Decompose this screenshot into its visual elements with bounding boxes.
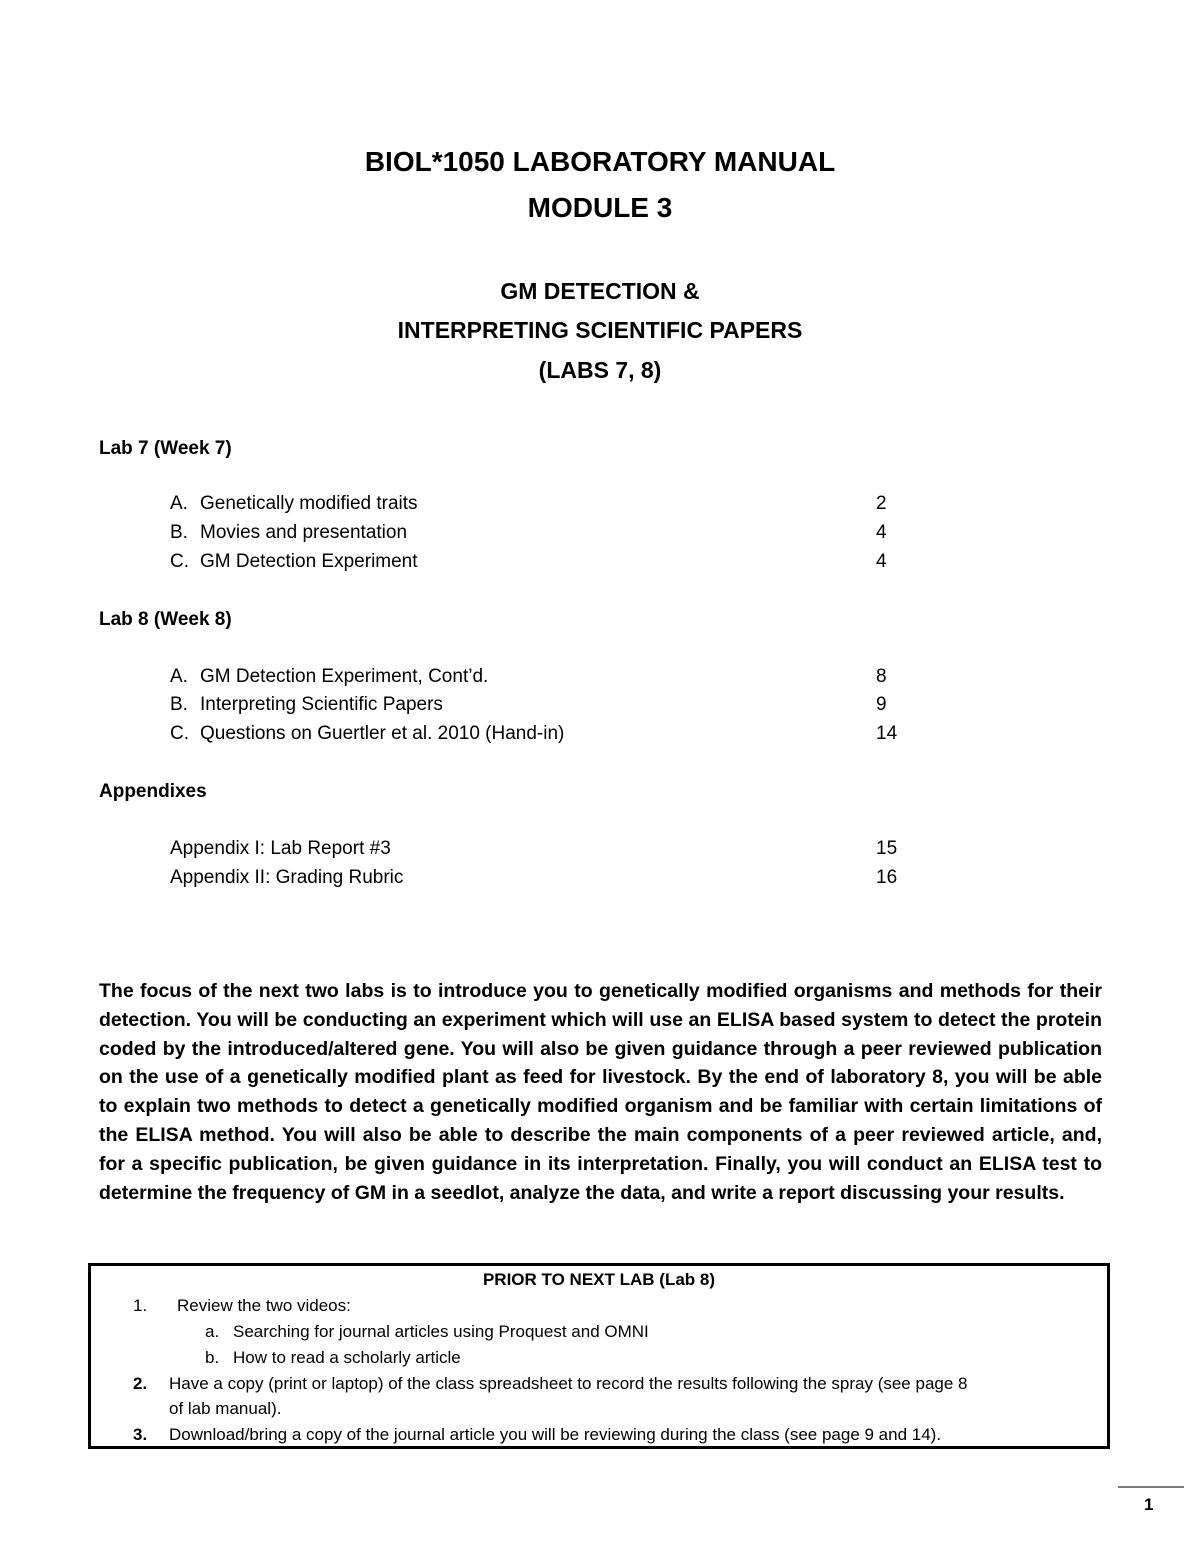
- toc-letter: C.: [170, 723, 189, 744]
- prior-to-next-lab-box: [88, 1263, 1110, 1449]
- box-item-number: 1.: [133, 1296, 148, 1315]
- box-item: [133, 1423, 941, 1447]
- toc-letter: B.: [170, 694, 188, 715]
- toc-label: Appendix I: Lab Report #3: [170, 838, 391, 859]
- box-subitem-text: How to read a scholarly article: [233, 1348, 461, 1367]
- toc-item: [170, 493, 910, 519]
- toc-label: Appendix II: Grading Rubric: [170, 867, 404, 888]
- toc-item: [170, 551, 910, 577]
- box-item-text: Download/bring a copy of the journal article you will be reviewing during the class (see page 9 and 14).: [169, 1425, 942, 1444]
- box-subitem: [205, 1346, 461, 1370]
- box-item: [133, 1372, 968, 1396]
- toc-label: Questions on Guertler et al. 2010 (Hand-in): [200, 723, 565, 744]
- box-item-number: 3.: [133, 1425, 148, 1444]
- lab8-heading: Lab 8 (Week 8): [99, 609, 232, 630]
- box-subitem: [205, 1320, 649, 1344]
- subtitle-line-3: (LABS 7, 8): [538, 357, 662, 383]
- toc-letter: C.: [170, 551, 189, 572]
- toc-label: Movies and presentation: [200, 522, 408, 543]
- appendixes-heading: Appendixes: [99, 781, 207, 802]
- box-title: PRIOR TO NEXT LAB (Lab 8): [482, 1270, 716, 1289]
- subtitle-line-2: INTERPRETING SCIENTIFIC PAPERS: [397, 317, 803, 343]
- box-item-continuation: of lab manual).: [169, 1399, 282, 1418]
- toc-label: Interpreting Scientific Papers: [200, 694, 443, 715]
- toc-label: GM Detection Experiment, Cont’d.: [200, 666, 489, 687]
- footer-rule: [1118, 1486, 1184, 1488]
- toc-page: 16: [876, 867, 898, 888]
- lab7-heading: Lab 7 (Week 7): [99, 438, 232, 459]
- toc-item: [170, 694, 910, 720]
- toc-page: 4: [876, 522, 887, 543]
- box-subitem-letter: a.: [205, 1322, 220, 1341]
- toc-page: 2: [876, 493, 887, 514]
- toc-label: Genetically modified traits: [200, 493, 418, 514]
- page-number: 1: [1144, 1495, 1154, 1514]
- toc-item: [170, 666, 910, 692]
- box-subitem-text: Searching for journal articles using Proquest and OMNI: [233, 1322, 649, 1341]
- box-item: [133, 1294, 351, 1318]
- toc-letter: A.: [170, 666, 188, 687]
- subtitle-line-1: GM DETECTION &: [500, 278, 700, 304]
- box-item-text: Have a copy (print or laptop) of the class spreadsheet to record the results following the spray (see page 8: [169, 1374, 968, 1393]
- toc-item: [170, 867, 910, 893]
- toc-item: [170, 522, 910, 548]
- toc-page: 9: [876, 694, 887, 715]
- toc-page: 14: [876, 723, 898, 744]
- box-subitem-letter: b.: [205, 1348, 220, 1367]
- toc-page: 8: [876, 666, 887, 687]
- toc-item: [170, 723, 910, 749]
- box-item-text: Review the two videos:: [177, 1296, 351, 1315]
- toc-page: 15: [876, 838, 898, 859]
- toc-item: [170, 838, 910, 864]
- toc-letter: B.: [170, 522, 188, 543]
- toc-label: GM Detection Experiment: [200, 551, 418, 572]
- box-item-number: 2.: [133, 1374, 148, 1393]
- toc-page: 4: [876, 551, 887, 572]
- module-title: MODULE 3: [527, 192, 673, 223]
- intro-paragraph: The focus of the next two labs is to introduce you to genetically modified organisms and methods for their detection. You will be conducting an experiment which will use an ELISA based system to detect the protein coded by the introduced/altered gene. You will also be given guidance through a peer reviewed publication on the use of a genetically modified plant as feed for livestock. By the end of laboratory 8, you will be able to explain two methods to detect a genetically modified organism and be familiar with certain limitations of the ELISA method. You will also be able to describe the main components of a peer reviewed article, and, for a specific publication, be given guidance in its interpretation. Finally, you will conduct an ELISA test to determine the frequency of GM in a seedlot, analyze the data, and write a report discussing your results.: [99, 980, 1102, 1204]
- manual-title: BIOL*1050 LABORATORY MANUAL: [364, 146, 836, 177]
- toc-letter: A.: [170, 493, 188, 514]
